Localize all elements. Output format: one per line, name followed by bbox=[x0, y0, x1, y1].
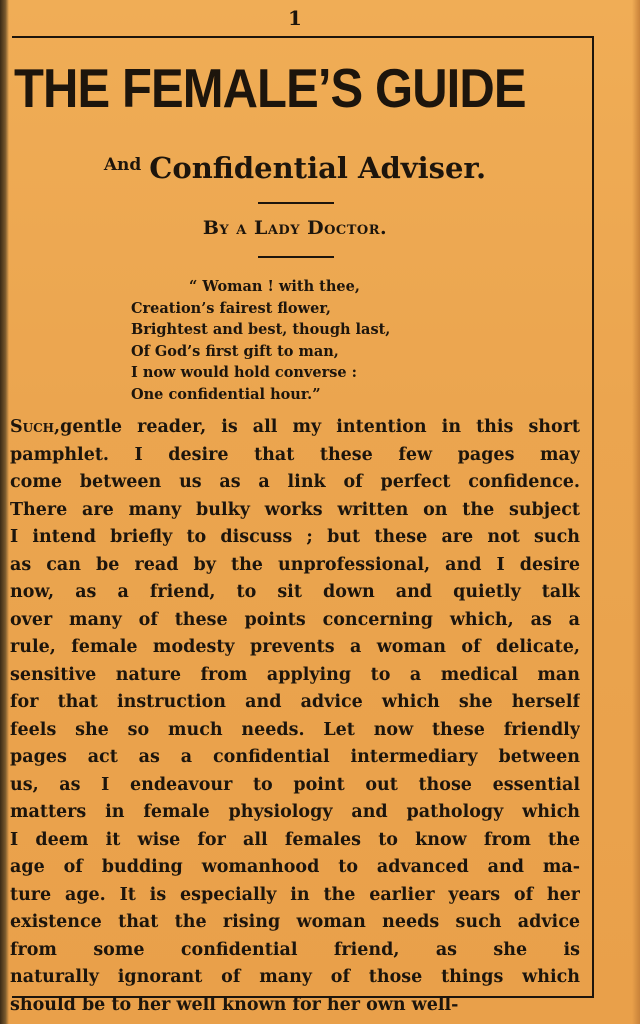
subtitle bbox=[0, 151, 590, 185]
body-line: naturally ignorant of many of those things which bbox=[10, 967, 580, 987]
epigraph-poem bbox=[131, 276, 531, 405]
body-line: over many of these points concerning which, as a bbox=[10, 609, 580, 630]
body-line: come between us as a link of perfect confidence. bbox=[10, 472, 580, 492]
poem-line: “ Woman ! with thee, bbox=[189, 278, 360, 295]
opening-word: Such bbox=[10, 417, 54, 437]
page-number: 1 bbox=[288, 6, 302, 30]
body-line: pages act as a confidential intermediary between bbox=[10, 747, 580, 767]
poem-line: Brightest and best, though last, bbox=[131, 321, 391, 338]
body-line: age of budding womanhood to advanced and ma- bbox=[10, 857, 580, 877]
poem-line: One confidential hour.” bbox=[131, 385, 321, 403]
body-line: for that instruction and advice which she herself bbox=[10, 692, 580, 712]
divider-rule bbox=[258, 202, 334, 204]
body-line: us, as I endeavour to point out those essential bbox=[10, 774, 580, 795]
body-line: ture age. It is especially in the earlier years of her bbox=[10, 884, 580, 905]
border-rule-top bbox=[12, 36, 594, 38]
poem-line: Creation’s fairest flower, bbox=[131, 299, 331, 317]
body-line: from some confidential friend, as she is bbox=[10, 939, 580, 960]
body-line: There are many bulky works written on the subject bbox=[10, 499, 580, 520]
body-line: I deem it wise for all females to know from the bbox=[10, 829, 580, 850]
body-line: rule, female modesty prevents a woman of delicate, bbox=[10, 637, 580, 657]
poem-line: Of God’s first gift to man, bbox=[131, 342, 339, 360]
body-line: matters in female physiology and pathology which bbox=[10, 802, 580, 822]
subtitle-and: And bbox=[103, 155, 142, 175]
body-line: existence that the rising woman needs such advice bbox=[10, 912, 580, 932]
body-line: as can be read by the unprofessional, and I desire bbox=[10, 554, 580, 575]
body-line: I intend briefly to discuss ; but these are not such bbox=[10, 527, 580, 547]
body-text bbox=[10, 414, 590, 1019]
page-edge bbox=[632, 0, 640, 1024]
body-line: Such,gentle reader, is all my intention in this short bbox=[10, 417, 580, 437]
subtitle-main: Confidential Adviser. bbox=[149, 151, 487, 185]
border-rule-right bbox=[592, 36, 594, 996]
body-line: pamphlet. I desire that these few pages may bbox=[10, 444, 580, 465]
body-line: now, as a friend, to sit down and quietly talk bbox=[10, 582, 580, 602]
body-line: sensitive nature from applying to a medical man bbox=[10, 664, 580, 685]
body-line: should be to her well known for her own well- bbox=[10, 994, 459, 1015]
document-title: THE FEMALE’S GUIDE bbox=[14, 57, 526, 119]
body-line: feels she so much needs. Let now these friendly bbox=[10, 719, 580, 740]
poem-line: I now would hold converse : bbox=[131, 364, 357, 381]
divider-rule bbox=[258, 256, 334, 258]
byline: By a Lady Doctor. bbox=[202, 217, 388, 239]
